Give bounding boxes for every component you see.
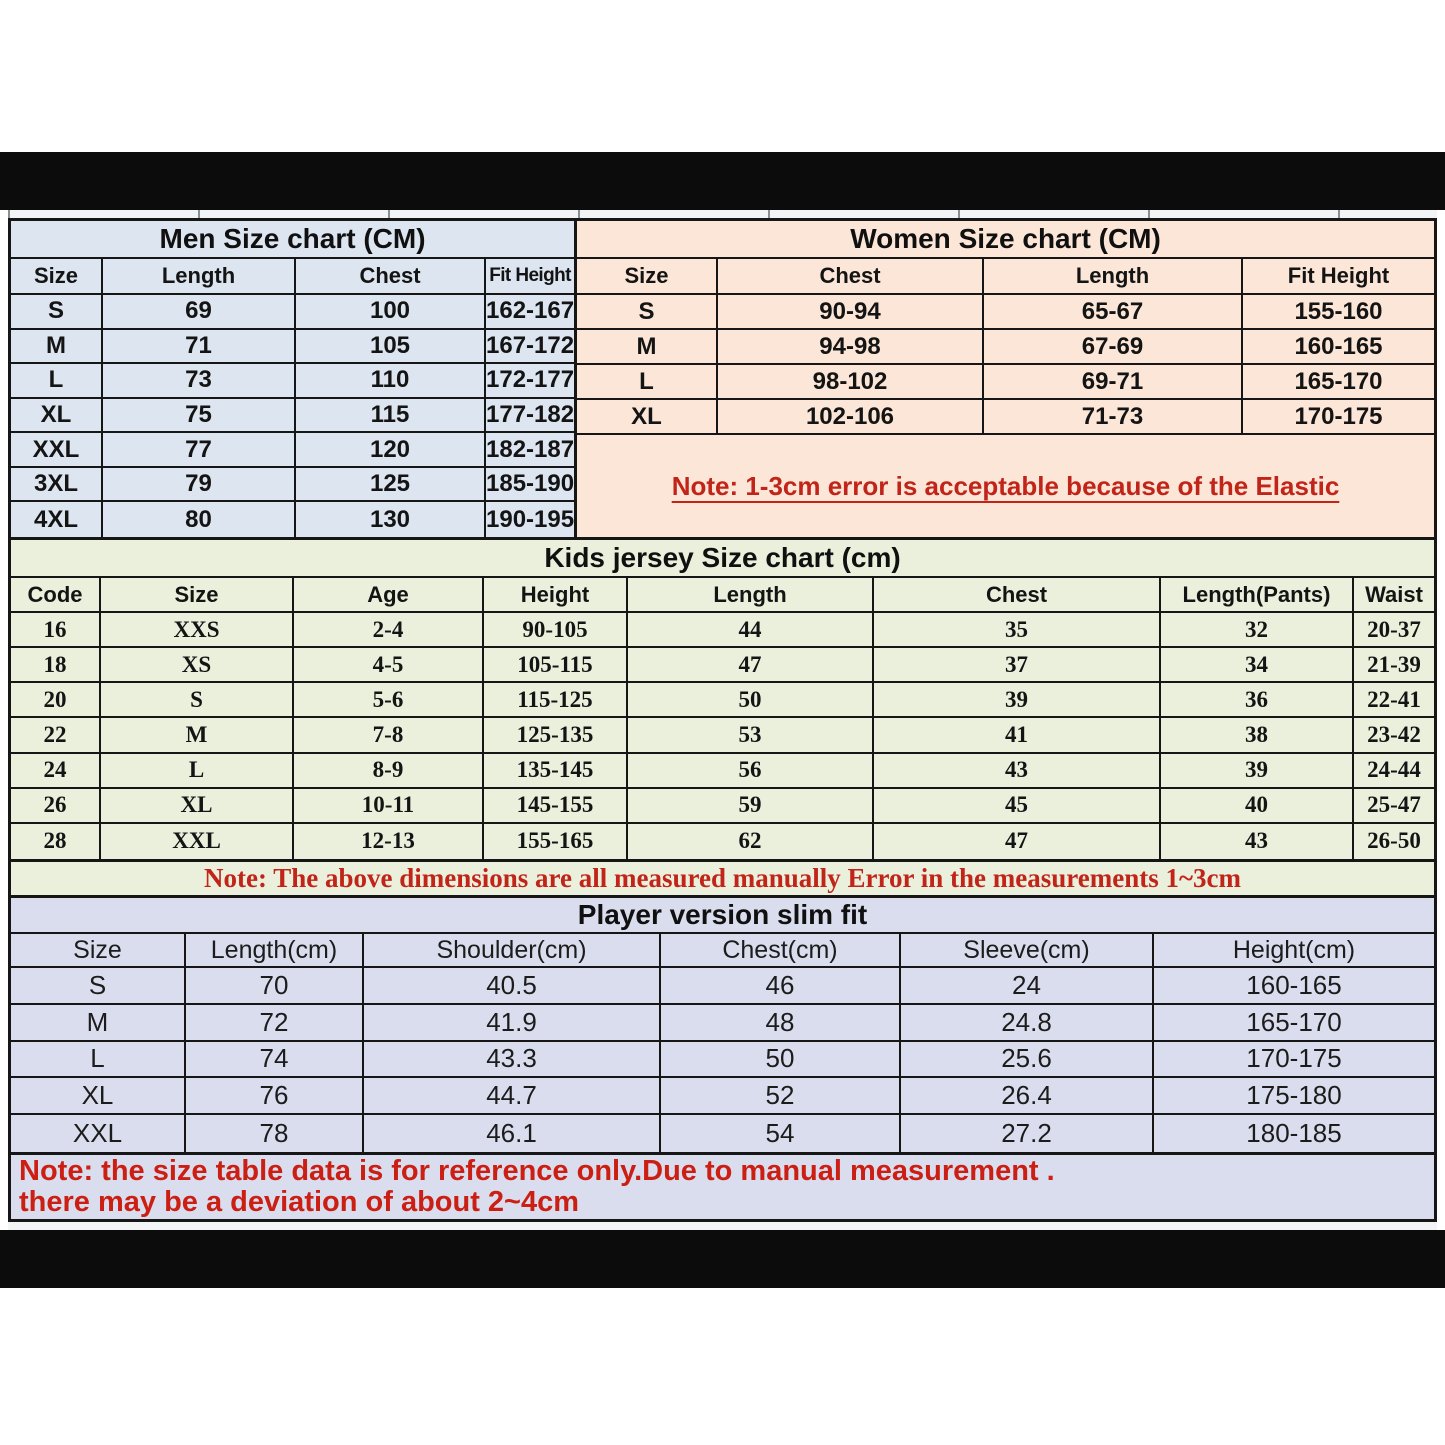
table-cell: 24-44 <box>1354 754 1434 789</box>
table-cell: 71-73 <box>984 400 1243 435</box>
table-cell: 34 <box>1161 648 1354 683</box>
table-cell: 165-170 <box>1243 365 1434 400</box>
table-cell: 74 <box>186 1042 364 1079</box>
table-cell: 43 <box>1161 824 1354 859</box>
column-header: Waist <box>1354 578 1434 613</box>
table-cell: 65-67 <box>984 295 1243 330</box>
spreadsheet-bottom-strip <box>8 1222 1437 1230</box>
table-cell: 170-175 <box>1243 400 1434 435</box>
column-header: Size <box>577 259 718 295</box>
column-header: Sleeve(cm) <box>901 934 1154 968</box>
table-cell: 94-98 <box>718 330 984 365</box>
table-cell: 175-180 <box>1154 1078 1434 1115</box>
table-cell: 50 <box>661 1042 901 1079</box>
column-header: Code <box>11 578 101 613</box>
table-cell: XL <box>577 400 718 435</box>
table-cell: 70 <box>186 968 364 1005</box>
column-header: Fit Height <box>486 259 574 295</box>
table-cell: 67-69 <box>984 330 1243 365</box>
table-cell: M <box>11 1005 186 1042</box>
column-header: Length <box>984 259 1243 295</box>
table-cell: 8-9 <box>294 754 484 789</box>
table-cell: 21-39 <box>1354 648 1434 683</box>
table-cell: 54 <box>661 1115 901 1152</box>
table-cell: 41.9 <box>364 1005 661 1042</box>
table-cell: 35 <box>874 613 1161 648</box>
table-cell: 43 <box>874 754 1161 789</box>
letterbox-bottom <box>0 1230 1445 1288</box>
table-cell: 59 <box>628 789 874 824</box>
table-cell: 36 <box>1161 683 1354 718</box>
table-cell: 22-41 <box>1354 683 1434 718</box>
column-header: Length <box>628 578 874 613</box>
table-cell: 26.4 <box>901 1078 1154 1115</box>
table-cell: 90-94 <box>718 295 984 330</box>
table-cell: 52 <box>661 1078 901 1115</box>
table-cell: 22 <box>11 718 101 753</box>
table-cell: XXS <box>101 613 294 648</box>
table-cell: L <box>577 365 718 400</box>
kids-measurement-note-text: Note: The above dimensions are all measured manually Error in the measurements 1~3cm <box>203 863 1241 893</box>
table-cell: 46 <box>661 968 901 1005</box>
table-cell: 115-125 <box>484 683 628 718</box>
women-size-table <box>577 221 1434 537</box>
table-cell: XXL <box>101 824 294 859</box>
column-header: Size <box>11 934 186 968</box>
table-cell: 23-42 <box>1354 718 1434 753</box>
table-cell: 32 <box>1161 613 1354 648</box>
table-cell: 177-182 <box>486 399 574 434</box>
table-cell: S <box>11 968 186 1005</box>
column-header: Length(Pants) <box>1161 578 1354 613</box>
table-cell: 37 <box>874 648 1161 683</box>
table-cell: 39 <box>874 683 1161 718</box>
table-cell: 72 <box>186 1005 364 1042</box>
table-cell: 78 <box>186 1115 364 1152</box>
table-cell: 41 <box>874 718 1161 753</box>
table-cell: 45 <box>874 789 1161 824</box>
table-cell: XS <box>101 648 294 683</box>
men-size-table <box>11 221 577 537</box>
table-cell: 28 <box>11 824 101 859</box>
column-header: Length(cm) <box>186 934 364 968</box>
table-cell: L <box>11 364 103 399</box>
table-cell: M <box>101 718 294 753</box>
table-cell: 18 <box>11 648 101 683</box>
column-header: Chest(cm) <box>661 934 901 968</box>
table-cell: 145-155 <box>484 789 628 824</box>
table-cell: 50 <box>628 683 874 718</box>
table-cell: 73 <box>103 364 296 399</box>
table-cell: 167-172 <box>486 330 574 365</box>
table-cell: XXL <box>11 433 103 468</box>
table-cell: 190-195 <box>486 505 575 533</box>
table-cell: 46.1 <box>364 1115 661 1152</box>
column-header: Fit Height <box>1243 259 1434 295</box>
table-cell: 38 <box>1161 718 1354 753</box>
table-cell: 4-5 <box>294 648 484 683</box>
table-cell: 125-135 <box>484 718 628 753</box>
table-cell: 47 <box>628 648 874 683</box>
table-cell: S <box>577 295 718 330</box>
men-women-section <box>8 218 1437 540</box>
column-header: Chest <box>874 578 1161 613</box>
table-cell: 40 <box>1161 789 1354 824</box>
women-elastic-note <box>577 435 1434 537</box>
spreadsheet-top-strip <box>8 210 1437 218</box>
table-cell: 39 <box>1161 754 1354 789</box>
table-cell: 80 <box>103 502 296 537</box>
column-header: Length <box>103 259 296 295</box>
column-header: Size <box>11 259 103 295</box>
table-cell: 160-165 <box>1243 330 1434 365</box>
column-header: Height(cm) <box>1154 934 1434 968</box>
table-cell: 53 <box>628 718 874 753</box>
table-cell: 24 <box>11 754 101 789</box>
reference-note-line2: there may be a deviation of about 2~4cm <box>19 1186 580 1218</box>
table-cell: 48 <box>661 1005 901 1042</box>
men-table-title: Men Size chart (CM) <box>11 221 574 259</box>
table-cell: 24.8 <box>901 1005 1154 1042</box>
table-cell: 105-115 <box>484 648 628 683</box>
column-header: Age <box>294 578 484 613</box>
table-cell: 71 <box>103 330 296 365</box>
kids-size-table <box>8 540 1437 862</box>
table-cell: 40.5 <box>364 968 661 1005</box>
table-cell: 44 <box>628 613 874 648</box>
table-cell: 10-11 <box>294 789 484 824</box>
table-cell: XL <box>101 789 294 824</box>
player-version-table <box>8 898 1437 1155</box>
table-cell: 115 <box>296 399 486 434</box>
table-cell: 155-160 <box>1243 295 1434 330</box>
table-cell: 130 <box>296 502 486 537</box>
table-cell: 4XL <box>11 502 103 537</box>
table-cell: S <box>101 683 294 718</box>
table-cell: 76 <box>186 1078 364 1115</box>
table-cell: 43.3 <box>364 1042 661 1079</box>
table-cell: 25-47 <box>1354 789 1434 824</box>
column-header: Chest <box>296 259 486 295</box>
table-cell: 25.6 <box>901 1042 1154 1079</box>
table-cell: 12-13 <box>294 824 484 859</box>
column-header: Height <box>484 578 628 613</box>
table-cell: 160-165 <box>1154 968 1434 1005</box>
table-cell: 180-185 <box>1246 1118 1342 1149</box>
table-cell: 155-165 <box>484 824 628 859</box>
table-cell: 26-50 <box>1367 828 1421 854</box>
table-cell: 3XL <box>11 468 103 503</box>
table-cell: 79 <box>103 468 296 503</box>
kids-table-title: Kids jersey Size chart (cm) <box>11 540 1434 578</box>
table-cell: 75 <box>103 399 296 434</box>
table-cell: 69-71 <box>984 365 1243 400</box>
table-cell: 69 <box>103 295 296 330</box>
table-cell: 27.2 <box>901 1115 1154 1152</box>
letterbox-top <box>0 152 1445 210</box>
table-cell: 110 <box>296 364 486 399</box>
women-elastic-note-text: Note: 1-3cm error is acceptable because of the Elastic <box>671 470 1340 501</box>
table-cell: M <box>11 330 103 365</box>
table-cell: 56 <box>628 754 874 789</box>
table-cell: 47 <box>874 824 1161 859</box>
table-cell: 165-170 <box>1154 1005 1434 1042</box>
table-cell: 20 <box>11 683 101 718</box>
table-cell: 16 <box>11 613 101 648</box>
table-cell: 172-177 <box>486 364 574 399</box>
table-cell: 170-175 <box>1154 1042 1434 1079</box>
table-cell: 7-8 <box>294 718 484 753</box>
table-cell: 44.7 <box>364 1078 661 1115</box>
column-header: Chest <box>718 259 984 295</box>
player-table-title: Player version slim fit <box>11 898 1434 934</box>
table-cell: 77 <box>103 433 296 468</box>
table-cell: 5-6 <box>294 683 484 718</box>
table-cell: XL <box>11 1078 186 1115</box>
table-cell: 98-102 <box>718 365 984 400</box>
table-cell: 62 <box>628 824 874 859</box>
table-cell: S <box>11 295 103 330</box>
table-cell: 90-105 <box>484 613 628 648</box>
table-cell: 26 <box>11 789 101 824</box>
table-cell: 105 <box>296 330 486 365</box>
table-cell: 125 <box>296 468 486 503</box>
table-cell: M <box>577 330 718 365</box>
women-table-title: Women Size chart (CM) <box>577 221 1434 259</box>
table-cell: 185-190 <box>486 468 574 503</box>
table-cell: 102-106 <box>718 400 984 435</box>
kids-measurement-note <box>8 862 1437 898</box>
table-cell: 162-167 <box>486 295 574 330</box>
table-cell: 2-4 <box>294 613 484 648</box>
table-cell: 20-37 <box>1354 613 1434 648</box>
reference-note-line1: Note: the size table data is for reference only.Due to manual measurement . <box>19 1155 1055 1187</box>
table-cell: L <box>101 754 294 789</box>
table-cell: 100 <box>296 295 486 330</box>
reference-note <box>8 1155 1437 1222</box>
table-cell: 24 <box>901 968 1154 1005</box>
table-cell: 135-145 <box>484 754 628 789</box>
column-header: Shoulder(cm) <box>364 934 661 968</box>
table-cell: L <box>11 1042 186 1079</box>
table-cell: XXL <box>11 1115 186 1152</box>
table-cell: 182-187 <box>486 433 574 468</box>
column-header: Size <box>101 578 294 613</box>
table-cell: XL <box>11 399 103 434</box>
table-cell: 120 <box>296 433 486 468</box>
